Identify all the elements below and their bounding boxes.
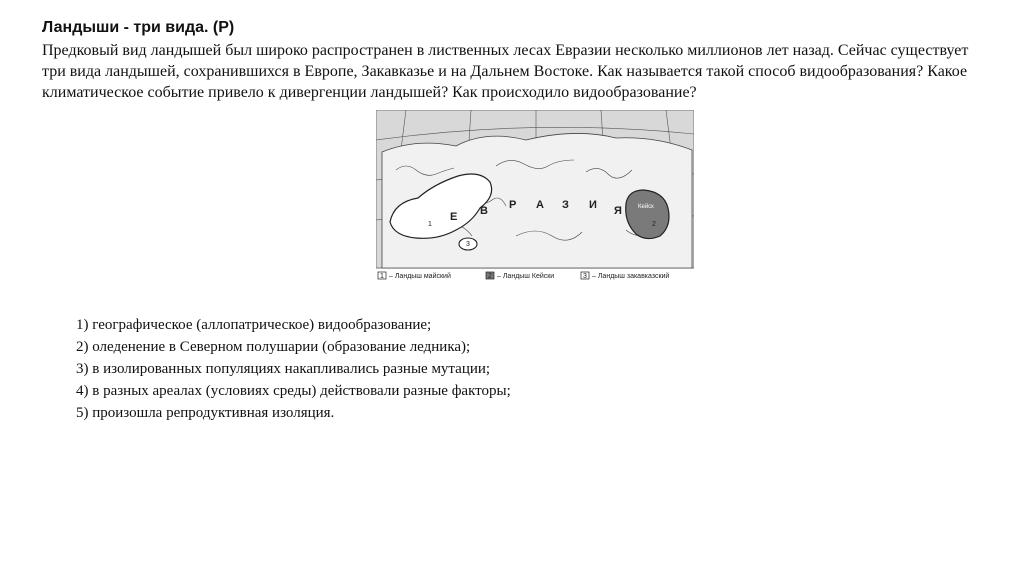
region-number-2: 2 — [652, 221, 656, 228]
region-number-1: 1 — [428, 221, 432, 228]
answer-item: 2) оледенение в Северном полушарии (образование ледника); — [76, 339, 471, 355]
answer-item: 3) в изолированных популяциях накапливались разные мутации; — [76, 361, 491, 377]
map-letter: А — [536, 199, 544, 211]
answer-item: 5) произошла репродуктивная изоляция. — [76, 405, 335, 421]
map-legend — [378, 272, 669, 280]
legend-label: – Ландыш закавказский — [592, 273, 670, 280]
map-letter: Р — [509, 199, 517, 211]
answer-item: 4) в разных ареалах (условиях среды) действовали разные факторы; — [76, 383, 511, 399]
answer-item: 1) географическое (аллопатрическое) видообразование; — [76, 317, 432, 333]
map-letter: Я — [614, 205, 622, 217]
map-letter: И — [589, 199, 597, 211]
task-text: Предковый вид ландышей был широко распространен в лиственных лесах Евразии несколько миллионов лет назад. Сейчас существует три вида ландышей, сохранившихся в Европе, Закавказье и на Дальнем Востоке. Как называется такой способ видообразования? Какое климатическое событие привело к дивергенции ландышей? Как происходило видообразование? — [42, 42, 969, 101]
map-svg — [376, 110, 694, 282]
map-letter: В — [480, 205, 488, 217]
map-letter: З — [562, 199, 569, 211]
region-2-tag: Кейск — [638, 204, 654, 210]
eurasia-map — [376, 110, 694, 282]
legend-number: 3 — [583, 273, 587, 280]
legend-label: – Ландыш Кейски — [497, 273, 555, 280]
legend-number: 1 — [380, 273, 384, 280]
legend-number: 2 — [488, 273, 492, 280]
map-letter: Е — [450, 211, 458, 223]
region-number-3: 3 — [466, 241, 470, 248]
slide-title: Ландыши - три вида. (Р) — [42, 19, 235, 36]
legend-label: – Ландыш майский — [389, 273, 451, 280]
answer-list — [76, 314, 511, 424]
